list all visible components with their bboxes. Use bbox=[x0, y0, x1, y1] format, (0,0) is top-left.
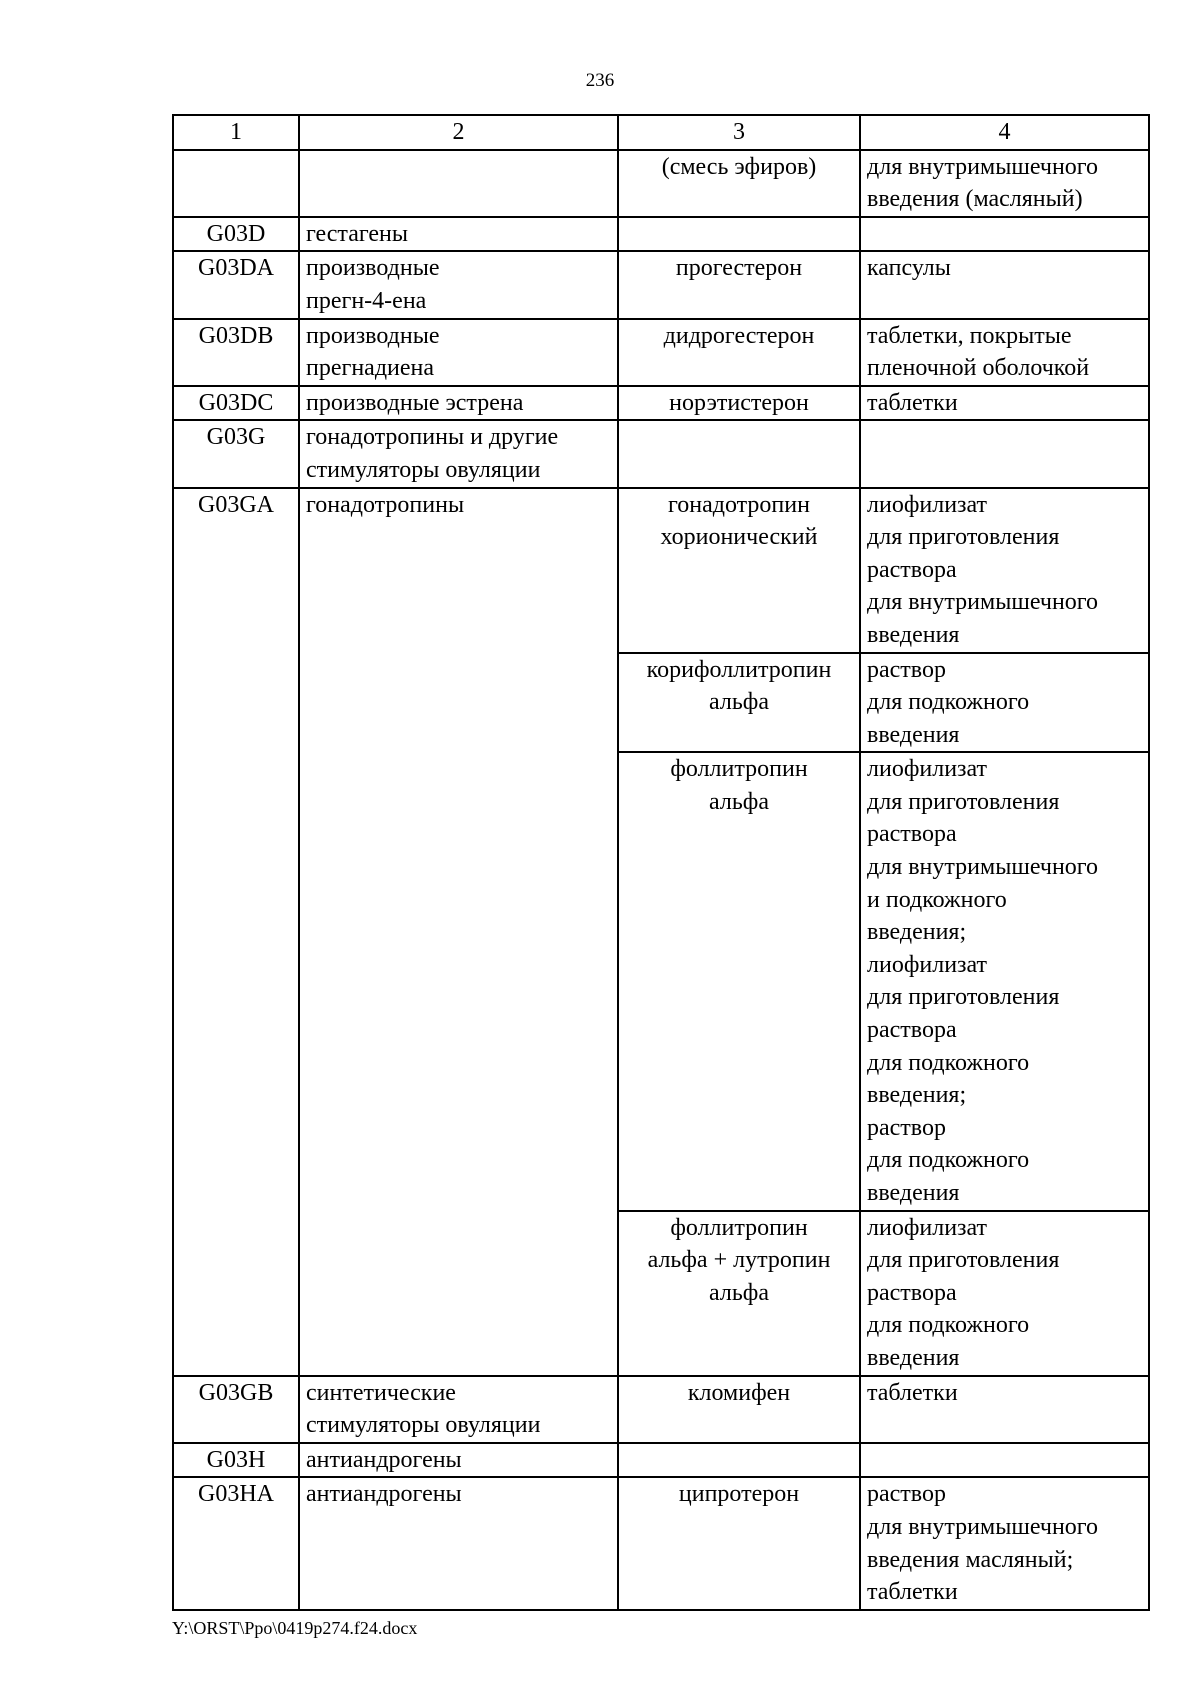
drug-name-line: альфа bbox=[709, 788, 769, 815]
atc-code: G03G bbox=[173, 420, 299, 487]
dosage-form bbox=[860, 1376, 1149, 1443]
dosage-form-line: для подкожного bbox=[867, 1049, 1030, 1076]
dosage-form-line: введения (масляный) bbox=[867, 186, 1083, 213]
drug-name-line: альфа bbox=[709, 1279, 769, 1306]
group-name bbox=[299, 386, 618, 421]
header-col-2: 2 bbox=[299, 115, 618, 150]
dosage-form bbox=[860, 386, 1149, 421]
group-name-line: гестагены bbox=[306, 220, 409, 247]
group-name bbox=[299, 1443, 618, 1478]
table-row bbox=[173, 386, 1149, 421]
group-name bbox=[299, 217, 618, 252]
dosage-form bbox=[860, 1443, 1149, 1478]
dosage-form bbox=[860, 488, 1149, 653]
dosage-form-line: введения bbox=[867, 1180, 960, 1206]
dosage-form-line: лиофилизат bbox=[867, 1214, 988, 1241]
table-row bbox=[173, 217, 1149, 252]
dosage-form-line: введения; bbox=[867, 919, 967, 946]
drug-name bbox=[618, 752, 860, 1210]
dosage-form-line: введения; bbox=[867, 1082, 967, 1109]
dosage-form-line: пленочной оболочкой bbox=[867, 355, 1090, 382]
table-row bbox=[173, 420, 1149, 487]
group-name bbox=[299, 420, 618, 487]
dosage-form-line: раствор bbox=[867, 1481, 946, 1508]
dosage-form bbox=[860, 217, 1149, 252]
table-header-row bbox=[173, 115, 1149, 150]
group-name-line: гонадотропины и другие bbox=[306, 424, 559, 451]
atc-classification-table bbox=[172, 114, 1150, 1611]
dosage-form-line: для внутримышечного bbox=[867, 854, 1099, 881]
drug-name bbox=[618, 488, 860, 653]
group-name-line: производные эстрена bbox=[306, 389, 524, 416]
atc-code: G03GA bbox=[173, 488, 299, 1376]
dosage-form bbox=[860, 653, 1149, 753]
dosage-form-line: для подкожного bbox=[867, 1312, 1030, 1339]
table-row bbox=[173, 319, 1149, 386]
group-name bbox=[299, 319, 618, 386]
dosage-form-line: раствор bbox=[867, 1114, 946, 1141]
drug-name-line: кломифен bbox=[687, 1379, 791, 1406]
atc-code: G03DB bbox=[173, 319, 299, 386]
drug-name-line: фоллитропин bbox=[670, 756, 808, 783]
file-path-footer: Y:\ORST\Ppo\0419p274.f24.docx bbox=[172, 1618, 418, 1638]
group-name-line: прегн-4-ена bbox=[306, 287, 427, 314]
group-name-line: антиандрогены bbox=[306, 1481, 462, 1508]
drug-name-line: гонадотропин bbox=[668, 491, 810, 518]
drug-name-line: альфа + лутропин bbox=[647, 1247, 831, 1274]
group-name-line: производные bbox=[306, 255, 440, 282]
dosage-form-line: для внутримышечного bbox=[867, 153, 1099, 180]
drug-name-line: фоллитропин bbox=[670, 1214, 808, 1241]
dosage-form bbox=[860, 319, 1149, 386]
drug-name-line: ципротерон bbox=[678, 1481, 800, 1508]
dosage-form bbox=[860, 420, 1149, 487]
table-row bbox=[173, 251, 1149, 318]
table-row bbox=[173, 1477, 1149, 1609]
dosage-form-line: раствора bbox=[867, 821, 957, 848]
dosage-form-line: раствора bbox=[867, 1279, 957, 1306]
header-col-4: 4 bbox=[860, 115, 1149, 150]
dosage-form bbox=[860, 150, 1149, 217]
dosage-form-line: лиофилизат bbox=[867, 951, 988, 978]
drug-name bbox=[618, 251, 860, 318]
dosage-form bbox=[860, 1211, 1149, 1376]
dosage-form-line: и подкожного bbox=[867, 886, 1007, 913]
drug-name bbox=[618, 319, 860, 386]
drug-name-line: хорионический bbox=[660, 524, 818, 551]
atc-code: G03GB bbox=[173, 1376, 299, 1443]
dosage-form-line: таблетки, покрытые bbox=[867, 322, 1072, 349]
group-name-line: антиандрогены bbox=[306, 1446, 462, 1473]
drug-name bbox=[618, 1443, 860, 1478]
drug-name-line: альфа bbox=[709, 689, 769, 716]
drug-name bbox=[618, 386, 860, 421]
group-name bbox=[299, 150, 618, 217]
dosage-form-line: лиофилизат bbox=[867, 756, 988, 783]
dosage-form-line: для внутримышечного bbox=[867, 589, 1099, 616]
dosage-form-line: введения bbox=[867, 1344, 960, 1371]
atc-code bbox=[173, 150, 299, 217]
group-name bbox=[299, 1477, 618, 1609]
dosage-form-line: для приготовления bbox=[867, 1247, 1060, 1274]
drug-name bbox=[618, 150, 860, 217]
dosage-form-line: введения bbox=[867, 621, 960, 648]
group-name-line: прегнадиена bbox=[306, 355, 435, 382]
drug-name-line: дидрогестерон bbox=[663, 322, 815, 349]
atc-code: G03DC bbox=[173, 386, 299, 421]
page-number: 236 bbox=[585, 70, 615, 91]
dosage-form-line: капсулы bbox=[867, 255, 951, 282]
dosage-form-line: для внутримышечного bbox=[867, 1513, 1099, 1540]
dosage-form-line: раствора bbox=[867, 1017, 957, 1044]
dosage-form-line: для приготовления bbox=[867, 984, 1060, 1011]
table-row bbox=[173, 1376, 1149, 1443]
drug-name-line: норэтистерон bbox=[669, 389, 809, 416]
dosage-form-line: раствор bbox=[867, 656, 946, 683]
dosage-form-line: для подкожного bbox=[867, 689, 1030, 716]
dosage-form-line: для приготовления bbox=[867, 524, 1060, 551]
table-row bbox=[173, 1443, 1149, 1478]
drug-name-line: прогестерон bbox=[675, 255, 803, 282]
drug-name bbox=[618, 420, 860, 487]
group-name bbox=[299, 1376, 618, 1443]
group-name bbox=[299, 251, 618, 318]
dosage-form-line: раствора bbox=[867, 556, 957, 583]
table-row bbox=[173, 150, 1149, 217]
dosage-form bbox=[860, 1477, 1149, 1609]
dosage-form bbox=[860, 752, 1149, 1210]
atc-code: G03DA bbox=[173, 251, 299, 318]
dosage-form-line: введения bbox=[867, 721, 960, 748]
drug-name bbox=[618, 1477, 860, 1609]
group-name-line: синтетические bbox=[306, 1379, 456, 1406]
drug-name bbox=[618, 1376, 860, 1443]
group-name-line: гонадотропины bbox=[306, 491, 465, 518]
dosage-form-line: для подкожного bbox=[867, 1147, 1030, 1174]
header-col-3: 3 bbox=[618, 115, 860, 150]
header-col-1: 1 bbox=[173, 115, 299, 150]
atc-code: G03HA bbox=[173, 1477, 299, 1609]
dosage-form-line: таблетки bbox=[867, 1579, 958, 1606]
group-name-line: производные bbox=[306, 322, 440, 349]
group-name-line: стимуляторы овуляции bbox=[306, 1412, 541, 1439]
table-row bbox=[173, 488, 1149, 653]
group-name-line: стимуляторы овуляции bbox=[306, 456, 541, 483]
dosage-form bbox=[860, 251, 1149, 318]
drug-name-line: (смесь эфиров) bbox=[661, 153, 817, 180]
drug-name bbox=[618, 653, 860, 753]
dosage-form-line: для приготовления bbox=[867, 788, 1060, 815]
dosage-form-line: лиофилизат bbox=[867, 491, 988, 518]
atc-code: G03H bbox=[173, 1443, 299, 1478]
drug-name bbox=[618, 1211, 860, 1376]
drug-name-line: корифоллитропин bbox=[646, 656, 832, 683]
dosage-form-line: введения масляный; bbox=[867, 1546, 1074, 1573]
dosage-form-line: таблетки bbox=[867, 389, 958, 416]
dosage-form-line: таблетки bbox=[867, 1379, 958, 1406]
atc-code: G03D bbox=[173, 217, 299, 252]
drug-name bbox=[618, 217, 860, 252]
group-name bbox=[299, 488, 618, 1376]
